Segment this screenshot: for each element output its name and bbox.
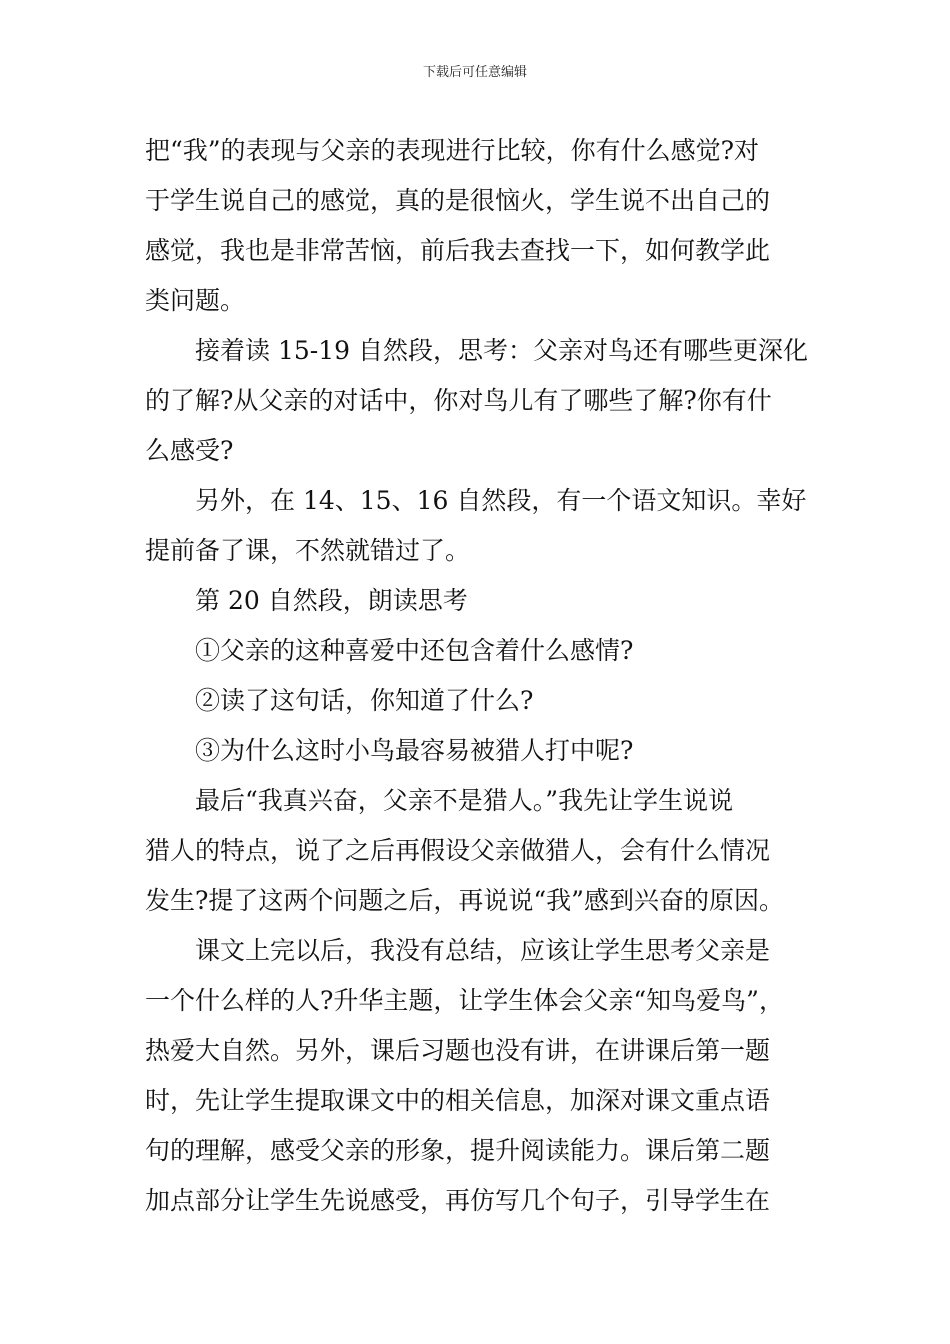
paragraph-start-line: 另外，在 14、15、16 自然段，有一个语文知识。幸好 — [195, 486, 807, 515]
text-line: 猎人的特点，说了之后再假设父亲做猎人，会有什么情况 — [145, 836, 771, 865]
text-line: 一个什么样的人?升华主题，让学生体会父亲“知鸟爱鸟”， — [145, 986, 784, 1015]
question-item: ①父亲的这种喜爱中还包含着什么感情? — [195, 636, 634, 665]
question-item: ②读了这句话，你知道了什么? — [195, 686, 534, 715]
text-line: 时，先让学生提取课文中的相关信息，加深对课文重点语 — [145, 1086, 771, 1115]
text-line: 句的理解，感受父亲的形象，提升阅读能力。课后第二题 — [145, 1136, 771, 1165]
text-line: 热爱大自然。另外，课后习题也没有讲，在讲课后第一题 — [145, 1036, 771, 1065]
text-line: 于学生说自己的感觉，真的是很恼火，学生说不出自己的 — [145, 186, 771, 215]
text-line: 的了解?从父亲的对话中，你对鸟儿有了哪些了解?你有什 — [145, 386, 772, 415]
text-line: 提前备了课，不然就错过了。 — [145, 536, 471, 565]
text-line: 感觉，我也是非常苦恼，前后我去查找一下，如何教学此 — [145, 236, 771, 265]
document-body — [145, 126, 810, 1226]
paragraph-start-line: 第 20 自然段，朗读思考 — [195, 586, 468, 615]
text-line: 么感受? — [145, 436, 234, 465]
paragraph-start-line: 课文上完以后，我没有总结，应该让学生思考父亲是 — [195, 936, 771, 965]
text-line: 发生?提了这两个问题之后，再说说“我”感到兴奋的原因。 — [145, 886, 784, 915]
page-header-note: 下载后可任意编辑 — [422, 65, 527, 80]
paragraph-start-line: 接着读 15-19 自然段，思考：父亲对鸟还有哪些更深化 — [195, 336, 808, 365]
paragraph-start-line: 最后“我真兴奋，父亲不是猎人。”我先让学生说说 — [195, 786, 734, 815]
text-line: 类问题。 — [145, 286, 246, 315]
text-line: 加点部分让学生先说感受，再仿写几个句子，引导学生在 — [145, 1186, 771, 1215]
text-line: 把“我”的表现与父亲的表现进行比较，你有什么感觉?对 — [145, 136, 759, 165]
question-item: ③为什么这时小鸟最容易被猎人打中呢? — [195, 736, 634, 765]
